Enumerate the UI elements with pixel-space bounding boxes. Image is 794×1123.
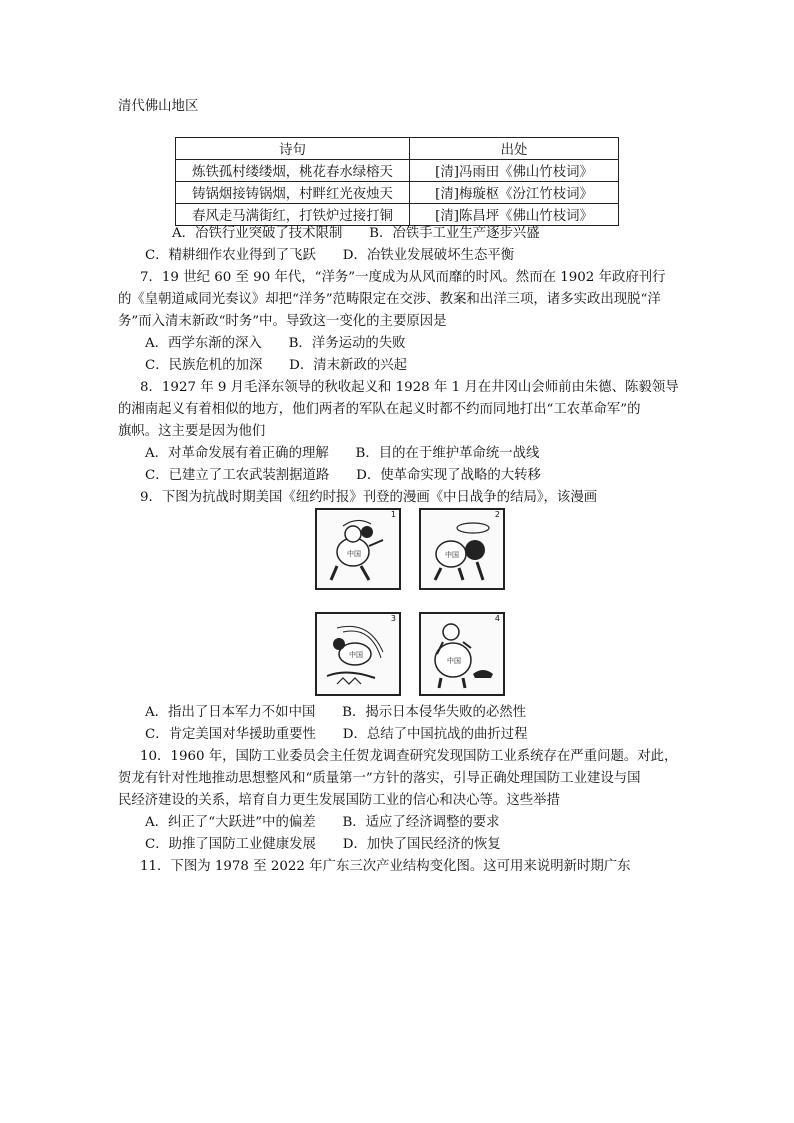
cartoon-drawing-3 [317,614,399,694]
svg-text:中国: 中国 [447,657,461,665]
cartoon-panel-1 [315,508,401,590]
column-header-poem: 诗句 [176,138,410,160]
q11-stem-line: 11．下图为 1978 至 2022 年广东三次产业结构变化图。这可用来说明新时期广东 [140,859,631,874]
q9-option-line: A．指出了日本军力不如中国 B．揭示日本侵华失败的必然性 [145,705,527,720]
svg-text:中国: 中国 [349,651,363,659]
panel-number: 1 [390,510,396,519]
table-cell-source: [清]陈昌坪《佛山竹枝词》 [410,204,619,226]
svg-text:中国: 中国 [445,551,459,559]
cartoon-figure [315,508,501,694]
cartoon-drawing-1 [317,510,399,588]
table-cell-source: [清]冯雨田《佛山竹枝词》 [410,160,619,182]
q10-stem-line: 10．1960 年，国防工业委员会主任贺龙调查研究发现国防工业系统存在严重问题。对此， [140,749,678,764]
table-cell-source: [清]梅璇枢《汾江竹枝词》 [410,182,619,204]
q8-option-line: C．已建立了工农武装割据道路 D．使革命实现了战略的大转移 [145,468,541,483]
q8-option-line: A．对革命发展有着正确的理解 B．目的在于维护革命统一战线 [145,446,540,461]
panel-number: 2 [494,510,500,519]
q6-context-heading: 清代佛山地区 [118,99,199,114]
table-row [176,160,619,182]
poem-table [175,137,619,226]
q9-stem-line: 9．下图为抗战时期美国《纽约时报》刊登的漫画《中日战争的结局》，该漫画 [140,490,598,505]
table-cell-poem: 炼铁孤村缕缕烟，桃花春水绿榕天 [176,160,410,182]
cartoon-drawing-2 [421,510,503,588]
panel-number: 4 [494,614,500,623]
q7-stem-line: 的《皇朝道咸同光奏议》却把“洋务”范畴限定在交涉、教案和出洋三项，诸多实政出现脱“洋 [118,292,661,307]
q7-option-line: C．民族危机的加深 D．清末新政的兴起 [145,358,408,373]
q10-stem-line: 民经济建设的关系，培育自力更生发展国防工业的信心和决心等。这些举措 [118,793,560,808]
cartoon-panel-2 [419,508,505,590]
panel-number: 3 [390,614,396,623]
table-row [176,182,619,204]
q7-stem-line: 7．19 世纪 60 至 90 年代，“洋务”一度成为从风而靡的时风。然而在 1902 年政府刊行 [140,270,666,285]
q7-option-line: A．西学东渐的深入 B．洋务运动的失败 [145,336,406,351]
q6-option-line: A．冶铁行业突破了技术限制 B．冶铁手工业生产逐步兴盛 [172,226,540,241]
q9-option-line: C．肯定美国对华援助重要性 D．总结了中国抗战的曲折过程 [145,727,528,742]
q6-option-line: C．精耕细作农业得到了飞跃 D．冶铁业发展破坏生态平衡 [145,248,515,263]
svg-text:中国: 中国 [347,550,361,558]
q7-stem-line: 务”而入清末新政“时务”中。导致这一变化的主要原因是 [118,314,447,329]
table-header-row [176,138,619,160]
q10-stem-line: 贺龙有针对性地推动思想整风和“质量第一”方针的落实，引导正确处理国防工业建设与国 [118,771,641,786]
q10-option-line: A．纠正了“大跃进”中的偏差 B．适应了经济调整的要求 [145,815,500,830]
cartoon-panel-4 [419,612,505,696]
q8-stem-line: 8．1927 年 9 月毛泽东领导的秋收起义和 1928 年 1 月在井冈山会师前由朱德、陈毅领导 [140,380,679,395]
cartoon-panel-3 [315,612,401,696]
column-header-source: 出处 [410,138,619,160]
q8-stem-line: 的湘南起义有着相似的地方，他们两者的军队在起义时都不约而同地打出“工农革命军”的 [118,402,641,417]
q8-stem-line: 旗帜。这主要是因为他们 [118,424,266,439]
table-cell-poem: 铸锅烟接铸锅烟，村畔红光夜烛天 [176,182,410,204]
q10-option-line: C．助推了国防工业健康发展 D．加快了国民经济的恢复 [145,837,501,852]
cartoon-drawing-4 [421,614,503,694]
table-cell-poem: 春风走马满街红，打铁炉过接打铜 [176,204,410,226]
